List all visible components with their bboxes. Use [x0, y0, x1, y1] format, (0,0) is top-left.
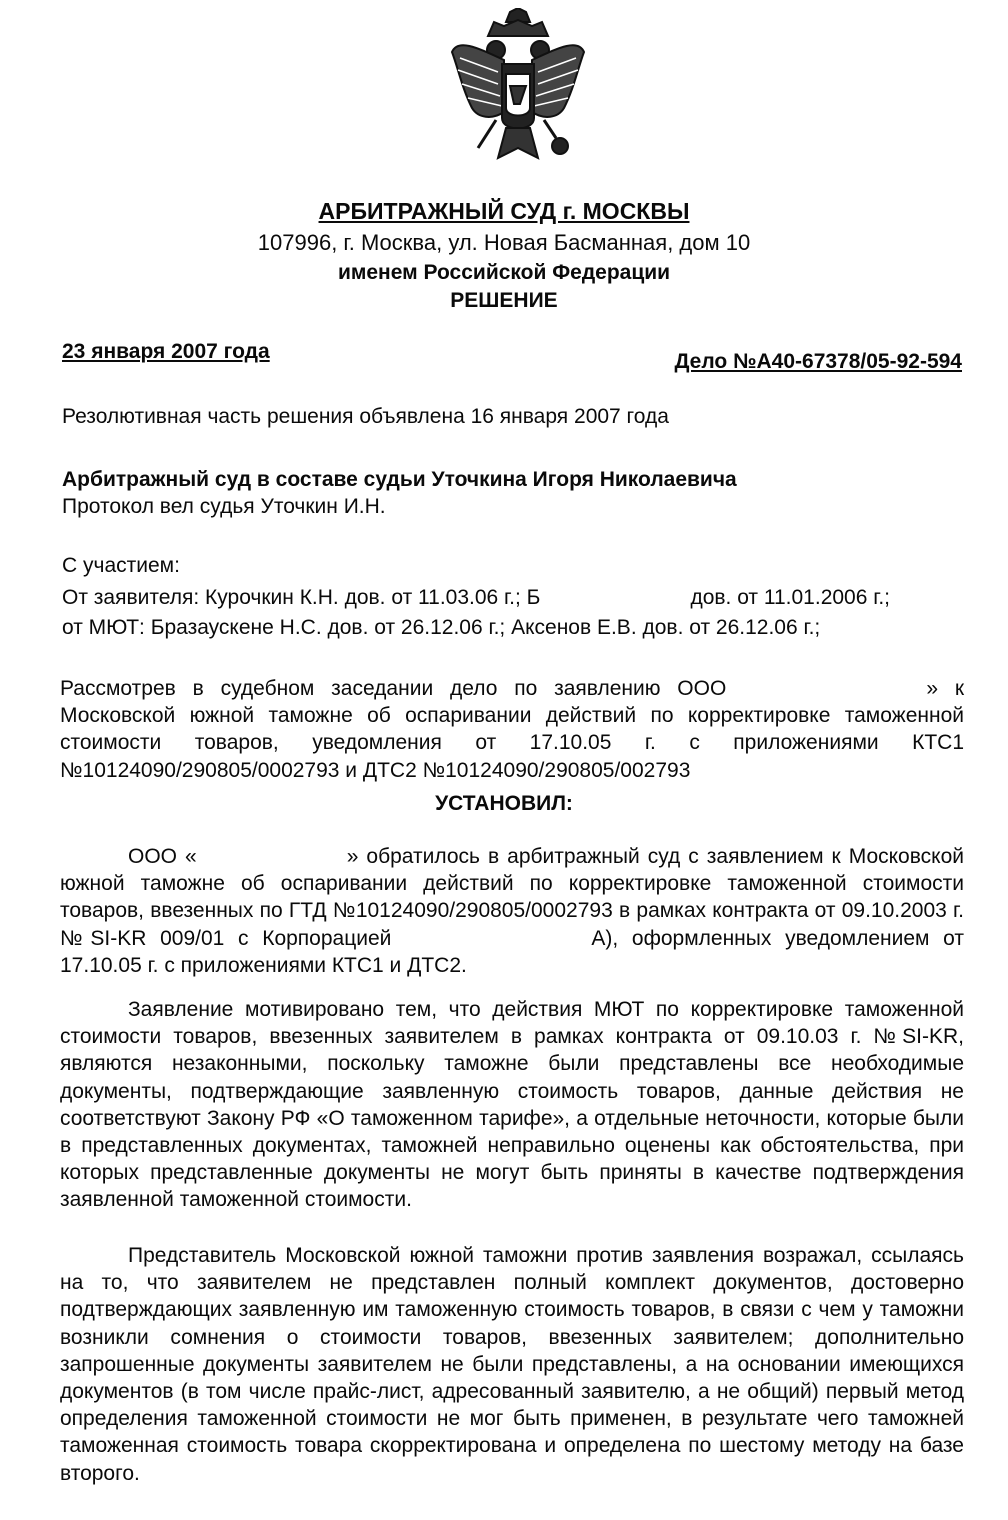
document-type: РЕШЕНИЕ: [450, 289, 558, 312]
intro-text-a: Рассмотрев в судебном заседании дело по заявлению ООО: [60, 677, 727, 700]
decision-date: 23 января 2007 года: [62, 340, 270, 363]
protocol-line: Протокол вел судья Уточкин И.Н.: [62, 495, 386, 518]
p1-text-b: » обратилось в арбитражный суд с заявлением к Московской южной таможне об оспаривании действий по корректировке таможенной стоимости товаров, ввезенных по ГТД №10124090/290805/0002793 в рамках контракта от 09.10.2003 г. №SI-KR 009/01 с Корпорацией: [60, 845, 964, 950]
participants-heading: С участием:: [62, 554, 180, 577]
paragraph-appeal: [60, 843, 964, 979]
court-composition: Арбитражный суд в составе судьи Уточкина Игоря Николаевича: [62, 468, 737, 491]
court-address: 107996, г. Москва, ул. Новая Басманная, дом 10: [257, 230, 751, 255]
redacted-name: [540, 590, 690, 604]
applicant-text-a: От заявителя: Курочкин К.Н. дов. от 11.03.06 г.; Б: [62, 586, 541, 609]
intro-text-b: » к Московской южной таможне об оспаривании действий по корректировке таможенной стоимости товаров, уведомления от 17.10.05 г. с приложениями КТС1 №10124090/290805/0002793 и ДТС2 №10124090/290805/002793: [60, 677, 965, 782]
p1-text-a: ООО «: [128, 845, 197, 868]
paragraph-customs-objection: Представитель Московской южной таможни против заявления возражал, ссылаясь на то, что заявителем не представлен полный комплект документов, достоверно подтверждающих заявленную им таможенную стоимость товаров, в связи с чем у таможни возникли сомнения о стоимости товаров, ввезенных заявителем; дополнительно запрошенные документы заявителем не были представлены, а на основании имеющихся документов (в том числе прайс-лист, адресованный заявителю, а не общий) первый метод определения таможенной стоимости не мог быть применен, в результате чего таможней таможенная стоимость товара скорректирована и определена по шестому методу на базе второго.: [60, 1244, 964, 1485]
case-number: Дело №А40-67378/05-92-594: [674, 350, 962, 373]
redacted-company: [726, 681, 926, 695]
court-name: АРБИТРАЖНЫЙ СУД г. МОСКВЫ: [318, 198, 690, 224]
applicant-text-b: дов. от 11.01.2006 г.;: [690, 586, 891, 609]
participants-customs: от МЮТ: Бразаускене Н.С. дов. от 26.12.06 г.; Аксенов Е.В. дов. от 26.12.06 г.;: [62, 616, 821, 639]
paragraph-motivation: Заявление мотивировано тем, что действия МЮТ по корректировке таможенной стоимости товаров, ввезенных заявителем в рамках контракта от 09.10.03 г. №SI-KR, являются незаконными, поскольку таможне были представлены все необходимые документы, подтверждающие заявленную стоимость товаров, данные действия не соответствуют Закону РФ «О таможенном тарифе», а отдельные неточности, которые были в представленных документах, таможней неправильно оценены как обстоятельства, при которых представленные документы не могут быть приняты в качестве подтверждения заявленной таможенной стоимости.: [60, 998, 964, 1212]
coat-of-arms-emblem: [448, 8, 588, 178]
intro-paragraph: [60, 675, 964, 784]
in-name-of-line: именем Российской Федерации: [337, 261, 671, 284]
operative-part-note: Резолютивная часть решения объявлена 16 января 2007 года: [62, 405, 669, 428]
established-heading: УСТАНОВИЛ:: [435, 792, 573, 815]
redacted-corporation: [391, 931, 591, 945]
participants-applicant: [62, 586, 890, 610]
redacted-company: [197, 849, 347, 863]
p1-text-c: А), оформленных уведомлением от 17.10.05 г. с приложениями КТС1 и ДТС2.: [60, 926, 964, 977]
